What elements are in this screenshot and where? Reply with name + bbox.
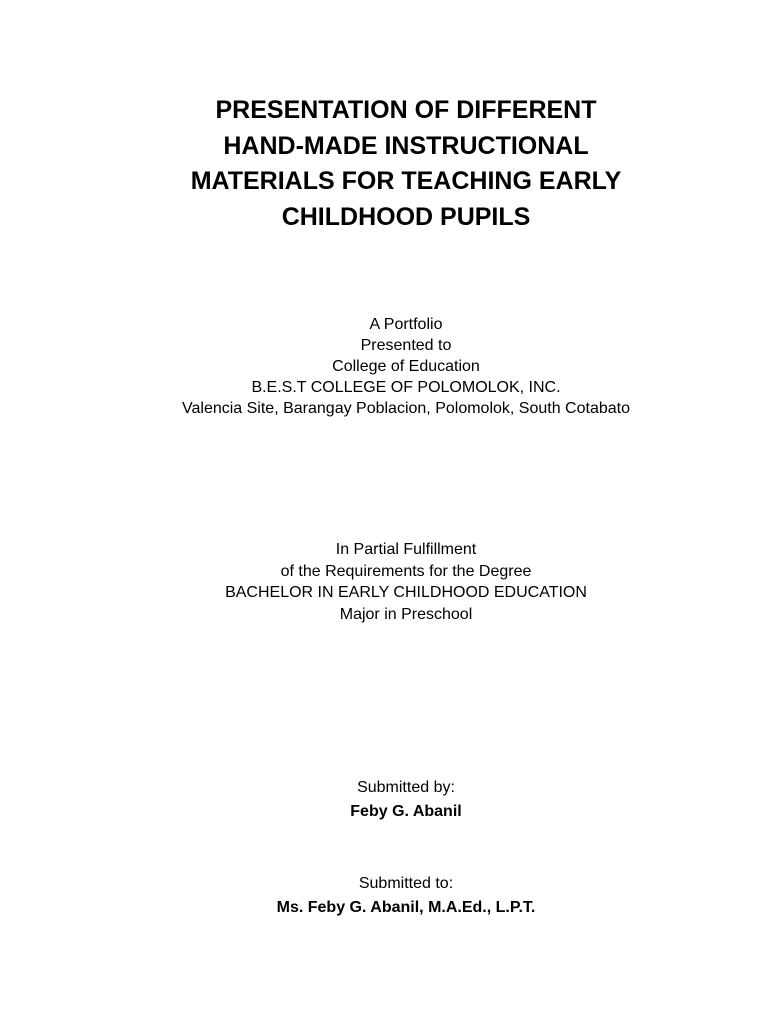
degree-major: Major in Preschool bbox=[339, 605, 473, 623]
presentation-block bbox=[40, 314, 768, 419]
document-title bbox=[40, 93, 768, 235]
fulfillment-line-1: In Partial Fulfillment bbox=[335, 541, 477, 558]
submitted-by-block bbox=[40, 776, 768, 824]
portfolio-label: A Portfolio bbox=[369, 316, 443, 333]
degree-name: BACHELOR IN EARLY CHILDHOOD EDUCATION bbox=[225, 584, 587, 601]
college-name: College of Education bbox=[332, 358, 480, 375]
institution-address: Valencia Site, Barangay Poblacion, Polomolok, South Cotabato bbox=[182, 400, 630, 417]
title-line-2: HAND-MADE INSTRUCTIONAL bbox=[223, 131, 589, 160]
submitted-by-name: Feby G. Abanil bbox=[350, 803, 462, 820]
submitted-by-label: Submitted by: bbox=[357, 779, 455, 796]
presented-to-label: Presented to bbox=[360, 337, 452, 354]
fulfillment-line-2: of the Requirements for the Degree bbox=[280, 562, 532, 580]
title-line-3: MATERIALS FOR TEACHING EARLY bbox=[190, 167, 622, 195]
fulfillment-block bbox=[40, 539, 768, 625]
submitted-to-label: Submitted to: bbox=[358, 875, 454, 892]
submitted-to-name: Ms. Feby G. Abanil, M.A.Ed., L.P.T. bbox=[276, 899, 536, 916]
institution-name: B.E.S.T COLLEGE OF POLOMOLOK, INC. bbox=[251, 379, 561, 396]
title-line-4: CHILDHOOD PUPILS bbox=[281, 202, 531, 231]
submitted-to-block bbox=[40, 872, 768, 920]
title-line-1: PRESENTATION OF DIFFERENT bbox=[215, 96, 597, 124]
